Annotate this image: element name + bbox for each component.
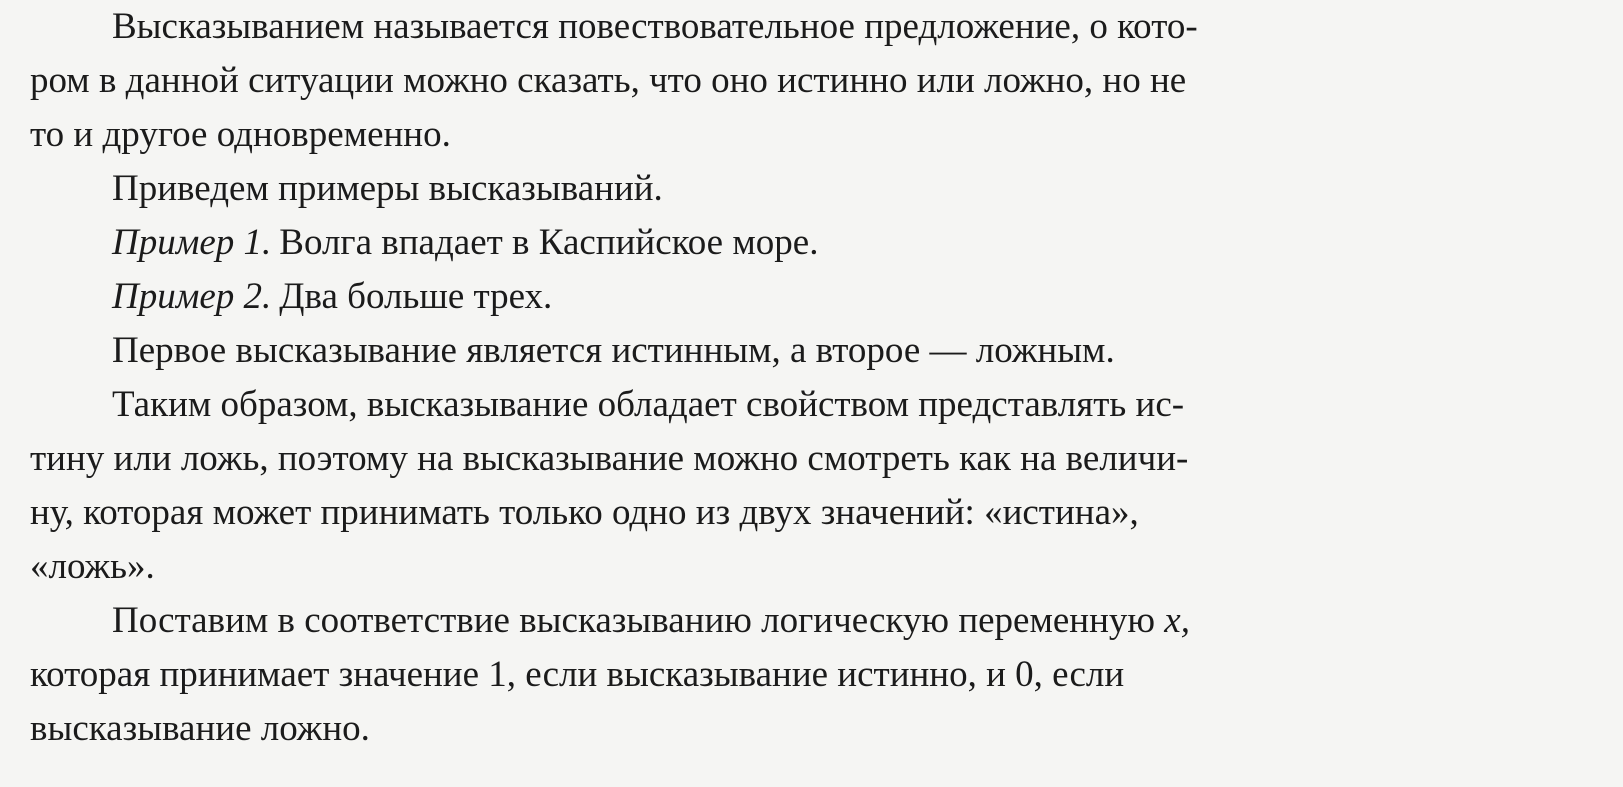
variable-line-1 bbox=[30, 594, 1615, 648]
variable-x: x, bbox=[1164, 600, 1190, 641]
example-2 bbox=[30, 270, 1615, 324]
variable-line-3: высказывание ложно. bbox=[30, 708, 370, 749]
value-line-3: ну, которая может принимать только одно из двух значений: «истина», bbox=[30, 492, 1139, 533]
example-2-text: Два больше трех. bbox=[279, 276, 553, 317]
definition-line-2: ром в данной ситуации можно сказать, что оно истинно или ложно, но не bbox=[30, 60, 1187, 101]
value-line-4: «ложь». bbox=[30, 546, 155, 587]
value-line-2: тину или ложь, поэтому на высказывание можно смотреть как на величи- bbox=[30, 438, 1189, 479]
examples-intro: Приведем примеры высказываний. bbox=[112, 168, 663, 209]
example-1-text: Волга впадает в Каспийское море. bbox=[279, 222, 819, 263]
variable-line-1-text: Поставим в соответствие высказыванию логическую переменную bbox=[112, 600, 1156, 641]
example-1 bbox=[30, 216, 1615, 270]
definition-line-3: то и другое одновременно. bbox=[30, 114, 451, 155]
example-2-label: Пример 2. bbox=[112, 276, 272, 317]
value-line-1: Таким образом, высказывание обладает свойством представлять ис- bbox=[112, 384, 1185, 425]
conclusion-line: Первое высказывание является истинным, а второе — ложным. bbox=[112, 330, 1115, 371]
variable-line-2: которая принимает значение 1, если высказывание истинно, и 0, если bbox=[30, 654, 1125, 695]
example-1-label: Пример 1. bbox=[112, 222, 272, 263]
definition-line-1: Высказыванием называется повествовательное предложение, о кото- bbox=[112, 6, 1198, 47]
